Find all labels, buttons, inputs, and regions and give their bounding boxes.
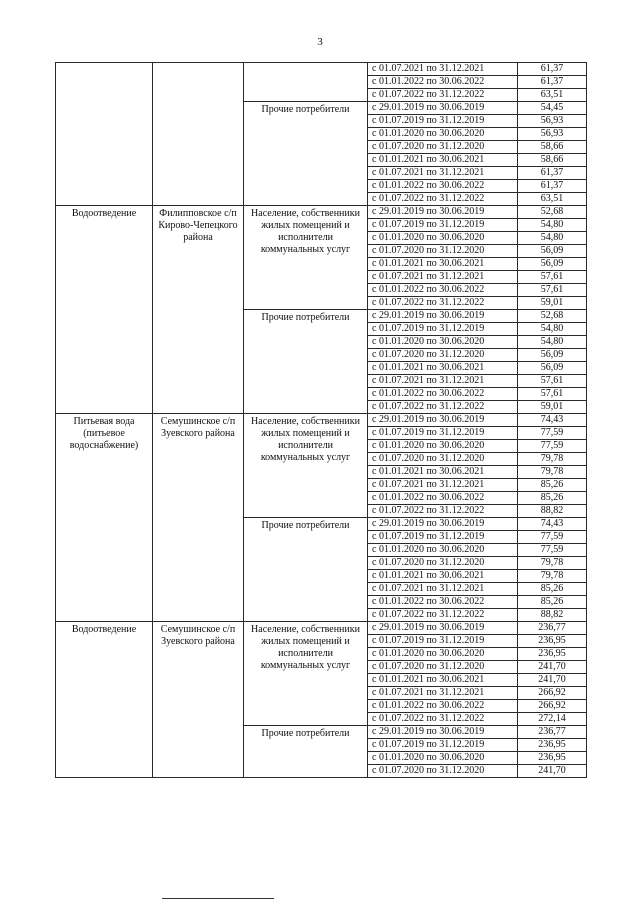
period-cell: с 01.07.2021 по 31.12.2021: [368, 687, 518, 700]
period-cell: с 01.07.2020 по 31.12.2020: [368, 349, 518, 362]
value-cell: 61,37: [518, 63, 587, 76]
period-cell: с 01.01.2021 по 30.06.2021: [368, 258, 518, 271]
period-cell: с 01.07.2022 по 31.12.2022: [368, 193, 518, 206]
page-number: 3: [317, 36, 323, 48]
period-cell: с 01.07.2020 по 31.12.2020: [368, 557, 518, 570]
value-cell: 52,68: [518, 310, 587, 323]
value-cell: 54,80: [518, 323, 587, 336]
period-cell: с 01.01.2021 по 30.06.2021: [368, 154, 518, 167]
value-cell: 63,51: [518, 193, 587, 206]
period-cell: с 29.01.2019 по 30.06.2019: [368, 102, 518, 115]
value-cell: 61,37: [518, 180, 587, 193]
consumer-cell: Население, собственники жилых помещений и исполнители коммунальных услуг: [244, 206, 368, 310]
value-cell: 79,78: [518, 570, 587, 583]
period-cell: с 29.01.2019 по 30.06.2019: [368, 726, 518, 739]
period-cell: с 01.01.2020 по 30.06.2020: [368, 128, 518, 141]
value-cell: 79,78: [518, 557, 587, 570]
value-cell: 85,26: [518, 583, 587, 596]
value-cell: 56,93: [518, 115, 587, 128]
value-cell: 241,70: [518, 674, 587, 687]
value-cell: 79,78: [518, 453, 587, 466]
service-cell: [56, 63, 153, 206]
value-cell: 57,61: [518, 284, 587, 297]
period-cell: с 29.01.2019 по 30.06.2019: [368, 414, 518, 427]
value-cell: 79,78: [518, 466, 587, 479]
period-cell: с 01.07.2021 по 31.12.2021: [368, 375, 518, 388]
period-cell: с 01.07.2021 по 31.12.2021: [368, 271, 518, 284]
period-cell: с 01.07.2022 по 31.12.2022: [368, 505, 518, 518]
period-cell: с 01.07.2020 по 31.12.2020: [368, 245, 518, 258]
territory-cell: Семушинское с/п Зуевского района: [153, 414, 244, 622]
value-cell: 236,95: [518, 752, 587, 765]
period-cell: с 01.01.2020 по 30.06.2020: [368, 544, 518, 557]
value-cell: 241,70: [518, 661, 587, 674]
value-cell: 57,61: [518, 271, 587, 284]
consumer-cell: Прочие потребители: [244, 726, 368, 778]
period-cell: с 01.07.2019 по 31.12.2019: [368, 635, 518, 648]
table-row: [56, 414, 587, 427]
tariff-table: [55, 62, 587, 778]
value-cell: 266,92: [518, 700, 587, 713]
period-cell: с 01.01.2021 по 30.06.2021: [368, 362, 518, 375]
consumer-cell: Население, собственники жилых помещений и исполнители коммунальных услуг: [244, 622, 368, 726]
value-cell: 241,70: [518, 765, 587, 778]
value-cell: 236,95: [518, 648, 587, 661]
value-cell: 77,59: [518, 427, 587, 440]
period-cell: с 01.07.2021 по 31.12.2021: [368, 583, 518, 596]
value-cell: 77,59: [518, 440, 587, 453]
value-cell: 56,09: [518, 245, 587, 258]
period-cell: с 01.07.2019 по 31.12.2019: [368, 219, 518, 232]
value-cell: 236,77: [518, 726, 587, 739]
period-cell: с 01.01.2022 по 30.06.2022: [368, 76, 518, 89]
period-cell: с 01.07.2022 по 31.12.2022: [368, 89, 518, 102]
period-cell: с 01.01.2020 по 30.06.2020: [368, 440, 518, 453]
period-cell: с 01.01.2021 по 30.06.2021: [368, 570, 518, 583]
period-cell: с 01.07.2020 по 31.12.2020: [368, 453, 518, 466]
period-cell: с 01.07.2022 по 31.12.2022: [368, 401, 518, 414]
period-cell: с 01.07.2019 по 31.12.2019: [368, 739, 518, 752]
period-cell: с 01.01.2020 по 30.06.2020: [368, 752, 518, 765]
period-cell: с 01.07.2020 по 31.12.2020: [368, 661, 518, 674]
value-cell: 54,45: [518, 102, 587, 115]
period-cell: с 01.07.2020 по 31.12.2020: [368, 141, 518, 154]
territory-cell: [153, 63, 244, 206]
value-cell: 61,37: [518, 167, 587, 180]
value-cell: 59,01: [518, 297, 587, 310]
value-cell: 85,26: [518, 479, 587, 492]
period-cell: с 29.01.2019 по 30.06.2019: [368, 518, 518, 531]
service-cell: Питьевая вода (питьевое водоснабжение): [56, 414, 153, 622]
value-cell: 56,93: [518, 128, 587, 141]
value-cell: 54,80: [518, 336, 587, 349]
value-cell: 77,59: [518, 531, 587, 544]
period-cell: с 01.07.2020 по 31.12.2020: [368, 765, 518, 778]
period-cell: с 01.07.2022 по 31.12.2022: [368, 713, 518, 726]
table-row: [56, 206, 587, 219]
value-cell: 54,80: [518, 219, 587, 232]
value-cell: 85,26: [518, 492, 587, 505]
service-cell: Водоотведение: [56, 622, 153, 778]
value-cell: 236,77: [518, 622, 587, 635]
period-cell: с 01.07.2021 по 31.12.2021: [368, 167, 518, 180]
period-cell: с 01.07.2022 по 31.12.2022: [368, 297, 518, 310]
period-cell: с 01.01.2020 по 30.06.2020: [368, 336, 518, 349]
period-cell: с 01.01.2020 по 30.06.2020: [368, 232, 518, 245]
period-cell: с 01.01.2022 по 30.06.2022: [368, 596, 518, 609]
period-cell: с 01.01.2022 по 30.06.2022: [368, 388, 518, 401]
value-cell: 56,09: [518, 362, 587, 375]
consumer-cell: Прочие потребители: [244, 518, 368, 622]
value-cell: 57,61: [518, 388, 587, 401]
footer-line: [162, 898, 274, 899]
value-cell: 74,43: [518, 518, 587, 531]
territory-cell: Филипповское с/п Кирово-Чепецкого района: [153, 206, 244, 414]
value-cell: 74,43: [518, 414, 587, 427]
period-cell: с 01.01.2022 по 30.06.2022: [368, 492, 518, 505]
value-cell: 88,82: [518, 609, 587, 622]
value-cell: 54,80: [518, 232, 587, 245]
period-cell: с 01.07.2022 по 31.12.2022: [368, 609, 518, 622]
value-cell: 236,95: [518, 739, 587, 752]
period-cell: с 01.01.2022 по 30.06.2022: [368, 284, 518, 297]
period-cell: с 01.07.2019 по 31.12.2019: [368, 115, 518, 128]
consumer-cell: Прочие потребители: [244, 310, 368, 414]
value-cell: 58,66: [518, 154, 587, 167]
consumer-cell: [244, 63, 368, 102]
period-cell: с 01.01.2020 по 30.06.2020: [368, 648, 518, 661]
table-row: [56, 63, 587, 76]
value-cell: 58,66: [518, 141, 587, 154]
value-cell: 236,95: [518, 635, 587, 648]
value-cell: 77,59: [518, 544, 587, 557]
value-cell: 52,68: [518, 206, 587, 219]
period-cell: с 01.07.2019 по 31.12.2019: [368, 531, 518, 544]
consumer-cell: Прочие потребители: [244, 102, 368, 206]
value-cell: 57,61: [518, 375, 587, 388]
value-cell: 272,14: [518, 713, 587, 726]
value-cell: 266,92: [518, 687, 587, 700]
period-cell: с 29.01.2019 по 30.06.2019: [368, 310, 518, 323]
value-cell: 56,09: [518, 349, 587, 362]
period-cell: с 01.07.2019 по 31.12.2019: [368, 323, 518, 336]
value-cell: 88,82: [518, 505, 587, 518]
value-cell: 56,09: [518, 258, 587, 271]
territory-cell: Семушинское с/п Зуевского района: [153, 622, 244, 778]
period-cell: с 01.01.2022 по 30.06.2022: [368, 180, 518, 193]
service-cell: Водоотведение: [56, 206, 153, 414]
period-cell: с 29.01.2019 по 30.06.2019: [368, 622, 518, 635]
period-cell: с 01.07.2019 по 31.12.2019: [368, 427, 518, 440]
period-cell: с 29.01.2019 по 30.06.2019: [368, 206, 518, 219]
value-cell: 59,01: [518, 401, 587, 414]
value-cell: 85,26: [518, 596, 587, 609]
table-row: [56, 622, 587, 635]
value-cell: 63,51: [518, 89, 587, 102]
period-cell: с 01.07.2021 по 31.12.2021: [368, 63, 518, 76]
period-cell: с 01.01.2022 по 30.06.2022: [368, 700, 518, 713]
period-cell: с 01.01.2021 по 30.06.2021: [368, 466, 518, 479]
period-cell: с 01.07.2021 по 31.12.2021: [368, 479, 518, 492]
consumer-cell: Население, собственники жилых помещений и исполнители коммунальных услуг: [244, 414, 368, 518]
period-cell: с 01.01.2021 по 30.06.2021: [368, 674, 518, 687]
value-cell: 61,37: [518, 76, 587, 89]
